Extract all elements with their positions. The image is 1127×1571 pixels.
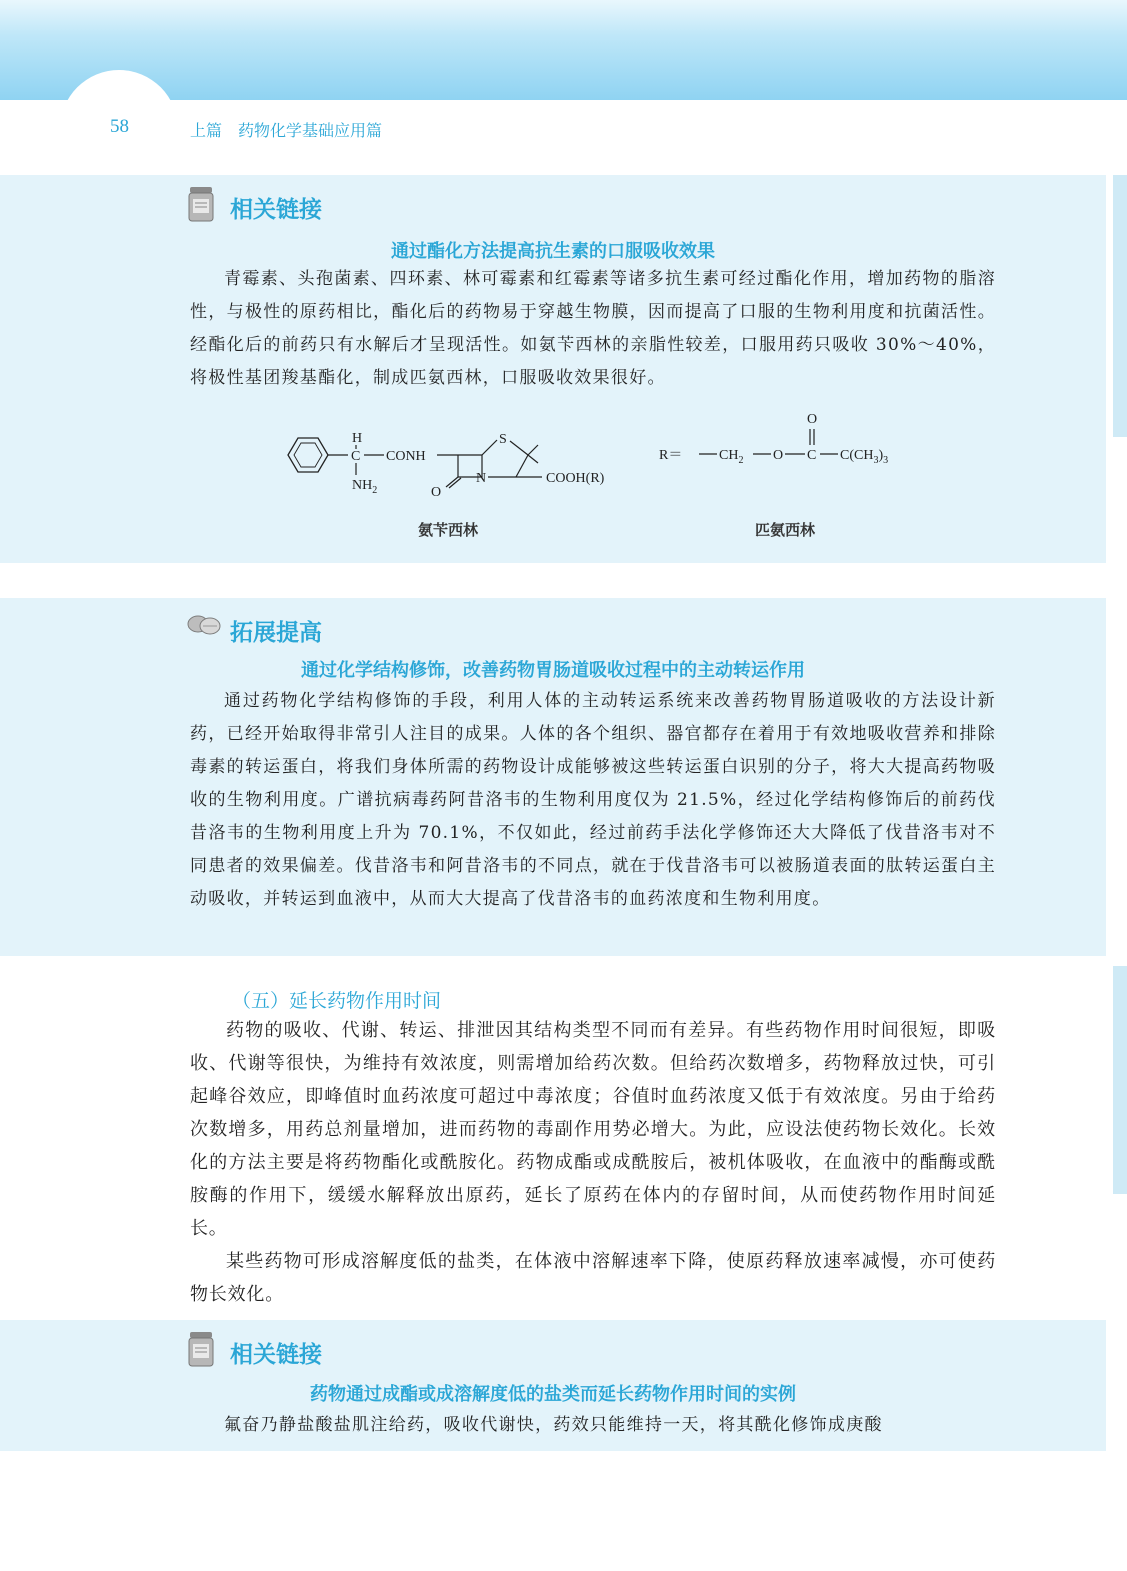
carbonyl-o: O xyxy=(807,412,818,427)
section-title: （五）延长药物作用时间 xyxy=(232,990,442,1012)
pivampicillin-caption: 匹氨西林 xyxy=(755,521,816,539)
atom-n: N xyxy=(476,471,487,486)
related-link-box xyxy=(0,175,1106,563)
atom-nh2: $NH_2$ xyxy=(352,478,378,496)
ester-o: O xyxy=(773,448,784,463)
atom-cooh: COOH(R) xyxy=(546,471,605,486)
ampicillin-caption: 氨苄西林 xyxy=(418,521,479,539)
jar-icon xyxy=(188,185,214,223)
carbonyl-c: C xyxy=(807,448,817,463)
ch2: $CH_2$ xyxy=(719,448,744,466)
ampicillin-structure xyxy=(280,425,630,500)
pills-icon xyxy=(186,612,222,636)
edge-tab-upper xyxy=(1113,175,1127,437)
related-link-box-2 xyxy=(0,1320,1106,1451)
jar-icon xyxy=(188,1330,214,1368)
box-paragraph: 氟奋乃静盐酸盐肌注给药，吸收代谢快，药效只能维持一天，将其酰化修饰成庚酸 xyxy=(224,1415,883,1435)
r-group-label: R＝ xyxy=(659,448,683,463)
box-heading: 通过化学结构修饰，改善药物胃肠道吸收过程中的主动转运作用 xyxy=(301,660,805,681)
atom-s: S xyxy=(499,432,507,447)
extension-box xyxy=(0,598,1106,956)
atom-conh: CONH xyxy=(386,449,426,464)
section-paragraph-2: 某些药物可形成溶解度低的盐类，在体液中溶解速率下降，使原药释放速率减慢，亦可使药物长效化。 xyxy=(190,1251,996,1305)
box-label: 相关链接 xyxy=(230,197,322,223)
box-heading: 药物通过成酯或成溶解度低的盐类而延长药物作用时间的实例 xyxy=(310,1384,796,1405)
tbutyl: $C(CH_3)_3$ xyxy=(840,448,889,466)
atom-c: C xyxy=(351,449,361,464)
box-label: 拓展提高 xyxy=(230,620,322,646)
section-paragraph-1: 药物的吸收、代谢、转运、排泄因其结构类型不同而有差异。有些药物作用时间很短，即吸收、代谢等很快，为维持有效浓度，则需增加给药次数。但给药次数增多，药物释放过快，可引起峰谷效应，即峰值时血药浓度可超过中毒浓度；谷值时血药浓度又低于有效浓度。另由于给药次数增多，用药总剂量增加，进而药物的毒副作用势必增大。为此，应设法使药物长效化。长效化的方法主要是将药物酯化或酰胺化。药物成酯或成酰胺后，被机体吸收，在血液中的酯酶或酰胺酶的作用下，缓缓水解释放出原药，延长了原药在体内的存留时间，从而使药物作用时间延长。 xyxy=(190,1020,996,1239)
header-band xyxy=(0,0,1127,100)
edge-tab-lower xyxy=(1113,966,1127,1194)
page-number: 58 xyxy=(110,116,129,137)
atom-o: O xyxy=(431,485,442,500)
pivampicillin-structure xyxy=(655,407,915,477)
box-paragraph: 通过药物化学结构修饰的手段，利用人体的主动转运系统来改善药物胃肠道吸收的方法设计新药，已经开始取得非常引人注目的成果。人体的各个组织、器官都存在着用于有效地吸收营养和排除毒素的转运蛋白，将我们身体所需的药物设计成能够被这些转运蛋白识别的分子，将大大提高药物吸收的生物利用度。广谱抗病毒药阿昔洛韦的生物利用度仅为 21.5%，经过化学结构修饰后的前药伐昔洛韦的生物利用度上升为 70.1%，不仅如此，经过前药手法化学修饰还大大降低了伐昔洛韦对不同患者的效果偏差。伐昔洛韦和阿昔洛韦的不同点，就在于伐昔洛韦可以被肠道表面的肽转运蛋白主动吸收，并转运到血液中，从而大大提高了伐昔洛韦的血药浓度和生物利用度。 xyxy=(190,691,996,909)
box-label: 相关链接 xyxy=(230,1342,322,1368)
atom-h: H xyxy=(352,431,363,446)
box-heading: 通过酯化方法提高抗生素的口服吸收效果 xyxy=(391,241,715,262)
box-paragraph: 青霉素、头孢菌素、四环素、林可霉素和红霉素等诸多抗生素可经过酯化作用，增加药物的脂溶性，与极性的原药相比，酯化后的药物易于穿越生物膜，因而提高了口服的生物利用度和抗菌活性。经酯化后的前药只有水解后才呈现活性。如氨苄西林的亲脂性较差，口服用药只吸收 30%～40%，将极性基团羧基酯化，制成匹氨西林，口服吸收效果很好。 xyxy=(190,269,996,388)
running-title: 上篇 药物化学基础应用篇 xyxy=(190,121,383,140)
